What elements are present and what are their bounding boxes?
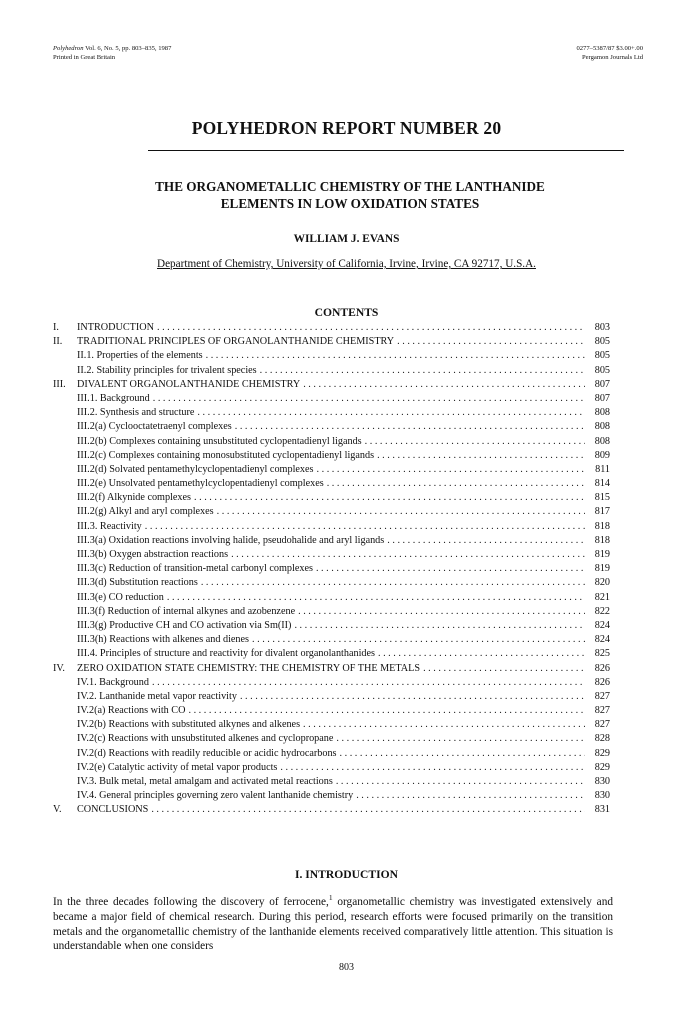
article-title-line: ELEMENTS IN LOW OXIDATION STATES	[220, 196, 480, 211]
toc-entry	[53, 748, 610, 762]
toc-entry-label: IV.2(c) Reactions with unsubstituted alkenes and cyclopropane	[77, 733, 334, 745]
table-of-contents	[53, 322, 610, 819]
toc-entry	[53, 663, 610, 677]
toc-leader-dots	[378, 648, 585, 659]
toc-entry-label: III.3(b) Oxygen abstraction reactions	[77, 549, 229, 560]
toc-entry-page: 829	[594, 747, 610, 759]
toc-entry-label: IV.3. Bulk metal, metal amalgam and activated metal reactions	[77, 776, 333, 787]
toc-entry	[53, 365, 610, 379]
toc-entry-label: II.1. Properties of the elements	[77, 350, 203, 362]
toc-entry-label: III.3(f) Reduction of internal alkynes and azobenzene	[77, 605, 296, 617]
toc-leader-dots	[294, 620, 585, 631]
toc-entry-label: TRADITIONAL PRINCIPLES OF ORGANOLANTHANIDE CHEMISTRY	[77, 336, 395, 348]
toc-entry-label: III.2(d) Solvated pentamethylcyclopentadienyl complexes	[77, 463, 314, 475]
toc-leader-dots	[157, 322, 585, 333]
toc-entry	[53, 379, 610, 393]
toc-entry-page: 803	[594, 322, 610, 333]
toc-entry	[53, 407, 610, 421]
toc-entry	[53, 620, 610, 634]
publisher: Pergamon Journals Ltd	[581, 54, 643, 61]
publisher-info	[576, 44, 643, 62]
toc-leader-dots	[235, 421, 585, 432]
toc-entry-label: IV.2. Lanthanide metal vapor reactivity	[77, 690, 237, 702]
toc-entry-label: III.3(d) Substitution reactions	[77, 577, 198, 589]
toc-leader-dots	[231, 549, 585, 560]
toc-entry	[53, 705, 610, 719]
body-text-part: In the three decades following the discovery of ferrocene,	[53, 895, 329, 908]
toc-entry-page: 828	[594, 733, 610, 745]
toc-leader-dots	[365, 436, 585, 447]
toc-entry	[53, 535, 610, 549]
toc-entry	[53, 592, 610, 606]
toc-leader-dots	[317, 464, 586, 475]
toc-leader-dots	[194, 492, 585, 503]
section-heading: I. INTRODUCTION	[294, 868, 399, 881]
toc-entry-label: III.3(h) Reactions with alkenes and dienes	[77, 634, 249, 646]
toc-leader-dots	[152, 677, 585, 688]
toc-entry-page: 822	[594, 605, 610, 617]
toc-entry	[53, 506, 610, 520]
toc-entry-page: 808	[594, 407, 610, 419]
issn-price: 0277–5387/87 $3.00+.00	[576, 45, 643, 52]
toc-entry-number: V.	[53, 804, 62, 816]
toc-leader-dots	[336, 776, 585, 787]
toc-entry	[53, 436, 610, 450]
toc-leader-dots	[316, 563, 585, 574]
toc-leader-dots	[280, 762, 585, 773]
toc-entry	[53, 691, 610, 705]
article-title-line: THE ORGANOMETALLIC CHEMISTRY OF THE LANTHANIDE	[155, 179, 545, 194]
journal-citation	[53, 44, 171, 62]
toc-leader-dots	[387, 535, 585, 546]
toc-entry-page: 815	[594, 492, 610, 504]
toc-entry-label: III.4. Principles of structure and reactivity for divalent organolanthanides	[77, 648, 375, 660]
toc-entry	[53, 563, 610, 577]
contents-heading: CONTENTS	[314, 306, 379, 319]
toc-entry	[53, 776, 610, 790]
toc-entry-label: IV.2(d) Reactions with readily reducible or acidic hydrocarbons	[77, 747, 337, 759]
toc-entry	[53, 336, 610, 350]
toc-entry	[53, 549, 610, 563]
toc-entry-page: 824	[594, 619, 610, 631]
toc-entry-label: III.2(c) Complexes containing monosubstituted cyclopentadienyl ligands	[77, 449, 375, 461]
toc-entry	[53, 634, 610, 648]
toc-entry	[53, 393, 610, 407]
toc-entry-label: II.2. Stability principles for trivalent species	[77, 364, 257, 376]
toc-leader-dots	[340, 748, 585, 759]
toc-entry-label: III.2. Synthesis and structure	[77, 407, 195, 419]
toc-leader-dots	[167, 592, 585, 603]
toc-leader-dots	[145, 521, 585, 532]
toc-entry-page: 814	[594, 478, 610, 490]
toc-entry-label: IV.2(b) Reactions with substituted alkynes and alkenes	[77, 719, 301, 731]
toc-leader-dots	[201, 577, 585, 588]
toc-entry-page: 825	[594, 648, 610, 660]
printed-location: Printed in Great Britain	[53, 54, 116, 61]
body-paragraph	[53, 891, 613, 954]
toc-entry	[53, 606, 610, 620]
toc-entry-page: 826	[594, 676, 610, 688]
toc-entry	[53, 577, 610, 591]
toc-entry-page: 805	[594, 336, 610, 348]
report-title: POLYHEDRON REPORT NUMBER 20	[191, 118, 502, 138]
toc-entry	[53, 478, 610, 492]
toc-leader-dots	[252, 634, 585, 645]
toc-entry-number: II.	[53, 336, 63, 348]
journal-name: Polyhedron	[53, 45, 84, 52]
toc-leader-dots	[206, 350, 585, 361]
toc-entry-label: ZERO OXIDATION STATE CHEMISTRY: THE CHEMISTRY OF THE METALS	[77, 662, 421, 674]
body-text-part: organometallic chemistry was investigated extensively and became a major field of chemical research. During this period, research efforts were focused primarily on the transition metals and the organometallic chemistry of the lanthanide elements received comparatively little attention. This situation is understandable when one considers	[53, 895, 613, 953]
toc-leader-dots	[217, 506, 585, 517]
toc-leader-dots	[397, 336, 585, 347]
toc-entry-number: I.	[53, 322, 59, 333]
toc-entry-page: 826	[594, 662, 610, 674]
page-number: 803	[339, 962, 354, 973]
toc-entry-page: 809	[594, 449, 610, 461]
toc-entry-page: 827	[594, 719, 610, 731]
toc-entry-label: INTRODUCTION	[77, 322, 154, 333]
toc-entry-label: IV.1. Background	[77, 676, 149, 688]
toc-entry-page: 827	[594, 705, 610, 717]
toc-entry-label: III.3(g) Productive CH and CO activation via Sm(II)	[77, 619, 292, 631]
toc-entry-page: 821	[594, 591, 610, 603]
toc-leader-dots	[298, 606, 585, 617]
toc-entry	[53, 521, 610, 535]
toc-leader-dots	[303, 719, 585, 730]
toc-entry	[53, 492, 610, 506]
toc-entry-label: CONCLUSIONS	[77, 804, 149, 816]
toc-entry-label: III.2(f) Alkynide complexes	[77, 492, 192, 504]
toc-leader-dots	[153, 393, 585, 404]
toc-entry-page: 808	[594, 435, 610, 447]
author: WILLIAM J. EVANS	[293, 233, 400, 245]
toc-entry-number: III.	[53, 378, 66, 390]
toc-entry	[53, 350, 610, 364]
toc-leader-dots	[260, 365, 585, 376]
toc-entry-label: III.3. Reactivity	[77, 520, 142, 532]
toc-entry-label: III.3(c) Reduction of transition-metal carbonyl complexes	[77, 563, 313, 575]
toc-leader-dots	[356, 790, 585, 801]
toc-entry-page: 817	[594, 506, 610, 518]
toc-entry-page: 818	[594, 520, 610, 532]
toc-leader-dots	[188, 705, 585, 716]
toc-leader-dots	[327, 478, 585, 489]
toc-entry-page: 820	[594, 577, 610, 589]
toc-leader-dots	[197, 407, 585, 418]
toc-entry-page: 830	[594, 776, 610, 787]
toc-leader-dots	[151, 804, 585, 815]
footnote-ref: 1	[328, 893, 333, 902]
toc-entry-page: 808	[594, 421, 610, 433]
toc-entry-page: 805	[594, 364, 610, 376]
toc-leader-dots	[423, 663, 585, 674]
toc-entry-page: 824	[594, 634, 610, 646]
toc-entry	[53, 464, 610, 478]
toc-entry-page: 807	[594, 378, 610, 390]
toc-entry-page: 831	[594, 804, 610, 816]
toc-entry-label: DIVALENT ORGANOLANTHANIDE CHEMISTRY	[77, 378, 301, 390]
article-title	[60, 178, 640, 212]
toc-entry-label: III.2(a) Cyclooctatetraenyl complexes	[77, 421, 232, 433]
toc-entry-label: III.2(g) Alkyl and aryl complexes	[77, 506, 214, 518]
toc-entry	[53, 733, 610, 747]
toc-leader-dots	[240, 691, 585, 702]
toc-leader-dots	[377, 450, 585, 461]
title-rule	[148, 150, 624, 151]
toc-entry-label: IV.2(a) Reactions with CO	[77, 705, 186, 717]
citation: Vol. 6, No. 5, pp. 803–835, 1987	[85, 45, 172, 52]
toc-entry	[53, 648, 610, 662]
toc-entry-page: 805	[594, 350, 610, 362]
toc-entry-label: III.2(b) Complexes containing unsubstituted cyclopentadienyl ligands	[77, 435, 362, 447]
toc-entry-label: III.1. Background	[77, 392, 150, 404]
toc-entry	[53, 804, 610, 818]
toc-entry-page: 807	[594, 392, 610, 404]
toc-entry-label: III.3(e) CO reduction	[77, 591, 164, 603]
toc-entry-page: 819	[594, 549, 610, 560]
toc-entry-page: 830	[594, 790, 610, 802]
toc-entry-page: 819	[594, 563, 610, 575]
toc-entry-page: 827	[594, 690, 610, 702]
toc-entry	[53, 762, 610, 776]
toc-entry-page: 811	[595, 463, 610, 475]
toc-entry-label: III.3(a) Oxidation reactions involving halide, pseudohalide and aryl ligands	[77, 534, 385, 546]
toc-entry	[53, 421, 610, 435]
toc-entry	[53, 677, 610, 691]
toc-entry-label: III.2(e) Unsolvated pentamethylcyclopentadienyl complexes	[77, 478, 324, 490]
toc-entry-page: 829	[594, 761, 610, 773]
affiliation: Department of Chemistry, University of California, Irvine, Irvine, CA 92717, U.S.A.	[157, 258, 536, 270]
toc-leader-dots	[336, 733, 585, 744]
toc-entry-label: IV.4. General principles governing zero valent lanthanide chemistry	[77, 790, 354, 802]
toc-entry-number: IV.	[53, 662, 65, 674]
toc-entry	[53, 450, 610, 464]
toc-leader-dots	[303, 379, 585, 390]
toc-entry-label: IV.2(e) Catalytic activity of metal vapor products	[77, 761, 278, 773]
toc-entry-page: 818	[594, 534, 610, 546]
toc-entry	[53, 790, 610, 804]
toc-entry	[53, 719, 610, 733]
toc-entry	[53, 322, 610, 336]
